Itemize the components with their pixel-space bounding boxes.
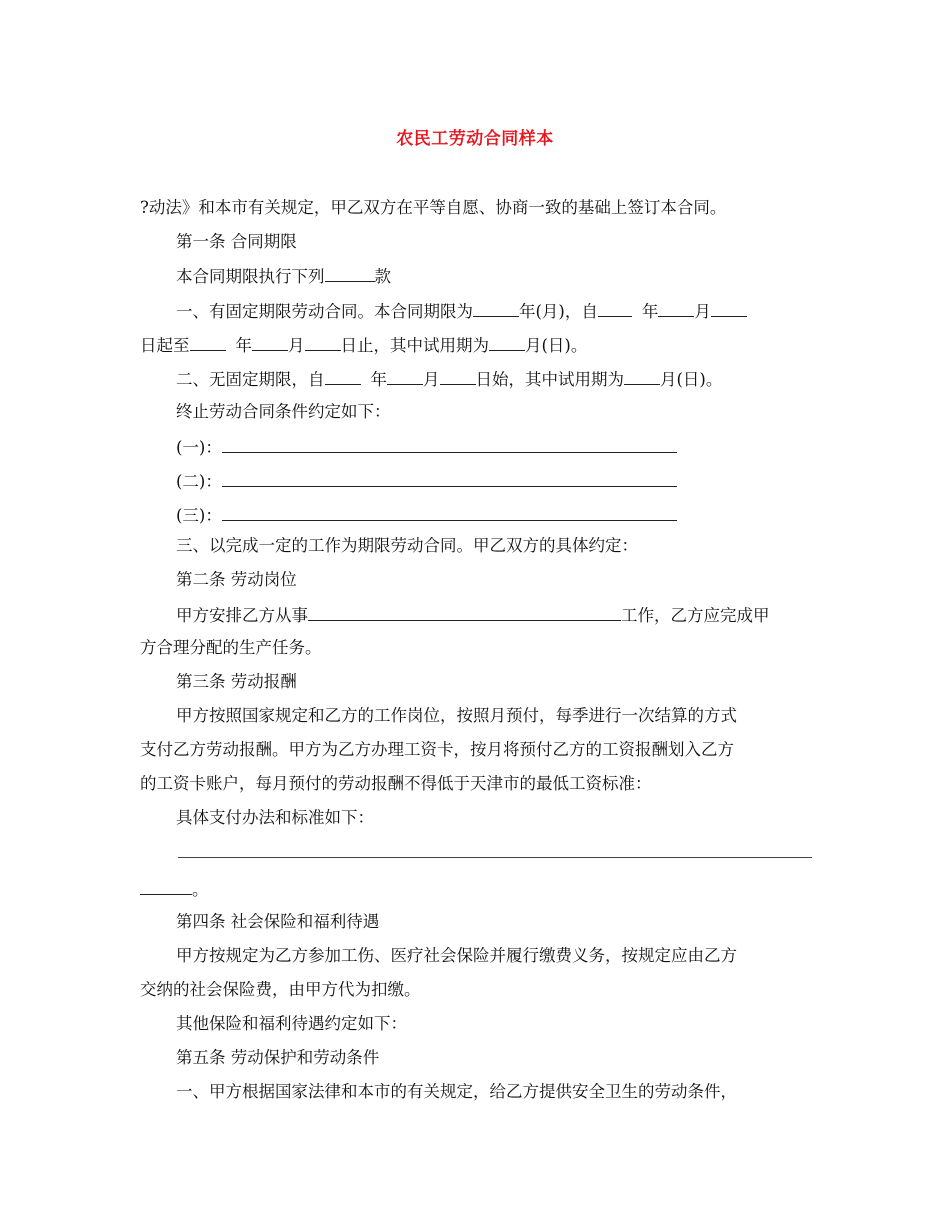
fill-in-blank: [325, 368, 361, 385]
text-line: 其他保险和福利待遇约定如下：: [176, 1014, 407, 1033]
text-line: 甲方按照国家规定和乙方的工作岗位，按照月预付，每季进行一次结算的方式: [176, 706, 737, 725]
text-line: 具体支付办法和标准如下：: [176, 808, 374, 827]
fill-in-blank: [222, 504, 677, 521]
text-line: 甲方按规定为乙方参加工伤、医疗社会保险并履行缴费义务，按规定应由乙方: [176, 946, 737, 965]
article-1-heading: 第一条 合同期限: [176, 232, 297, 251]
fill-in-blank: [387, 368, 423, 385]
text-line: 甲方安排乙方从事 工作，乙方应完成甲: [176, 606, 770, 625]
text-line: 二、无固定期限，自 年 月 日始，其中试用期为 月(日)。: [176, 370, 723, 389]
article-2-heading: 第二条 劳动岗位: [176, 570, 297, 589]
fill-in-line: [178, 857, 812, 858]
text-line: 本合同期限执行下列 款: [176, 267, 391, 286]
document-title: 农民工劳动合同样本: [396, 129, 554, 149]
termination-condition-2: (二)：: [176, 470, 677, 492]
text-line: 支付乙方劳动报酬。甲方为乙方办理工资卡，按月将预付乙方的工资报酬划入乙方: [140, 740, 734, 759]
text-line: 日起至 年 月 日止，其中试用期为 月(日)。: [140, 336, 588, 355]
article-5-heading: 第五条 劳动保护和劳动条件: [176, 1048, 380, 1067]
text-line: 的工资卡账户，每月预付的劳动报酬不得低于天津市的最低工资标准：: [140, 774, 652, 793]
termination-condition-3: (三)：: [176, 504, 677, 526]
fill-in-blank: [252, 334, 288, 351]
fill-in-blank: [658, 300, 694, 317]
fill-in-blank: [305, 334, 341, 351]
termination-condition-1: (一)：: [176, 436, 677, 458]
fill-in-blank: [624, 368, 660, 385]
fill-in-blank: [222, 470, 677, 487]
fill-in-blank: [190, 334, 226, 351]
text-line: 终止劳动合同条件约定如下：: [176, 402, 391, 421]
article-4-heading: 第四条 社会保险和福利待遇: [176, 912, 380, 931]
fill-in-blank: [489, 334, 525, 351]
fill-in-blank: [308, 604, 621, 621]
fill-in-blank: [473, 300, 519, 317]
fill-in-blank: [140, 878, 192, 895]
text-line: 一、有固定期限劳动合同。本合同期限为 年(月)，自 年 月: [176, 300, 747, 322]
text-line: 一、甲方根据国家法律和本市的有关规定，给乙方提供安全卫生的劳动条件，: [176, 1082, 737, 1101]
text-line: 交纳的社会保险费，由甲方代为扣缴。: [140, 980, 421, 999]
fill-in-blank: [440, 368, 476, 385]
text-line: 方合理分配的生产任务。: [140, 638, 322, 657]
text-line: ?动法》和本市有关规定，甲乙双方在平等自愿、协商一致的基础上签订本合同。: [140, 198, 727, 217]
article-3-heading: 第三条 劳动报酬: [176, 672, 297, 691]
fill-in-blank: [222, 436, 677, 453]
fill-in-blank: [325, 265, 375, 282]
fill-in-blank: [598, 300, 632, 317]
text-line: 三、以完成一定的工作为期限劳动合同。甲乙双方的具体约定：: [176, 536, 638, 555]
text-line: 。: [140, 878, 209, 900]
fill-in-blank: [711, 300, 747, 317]
